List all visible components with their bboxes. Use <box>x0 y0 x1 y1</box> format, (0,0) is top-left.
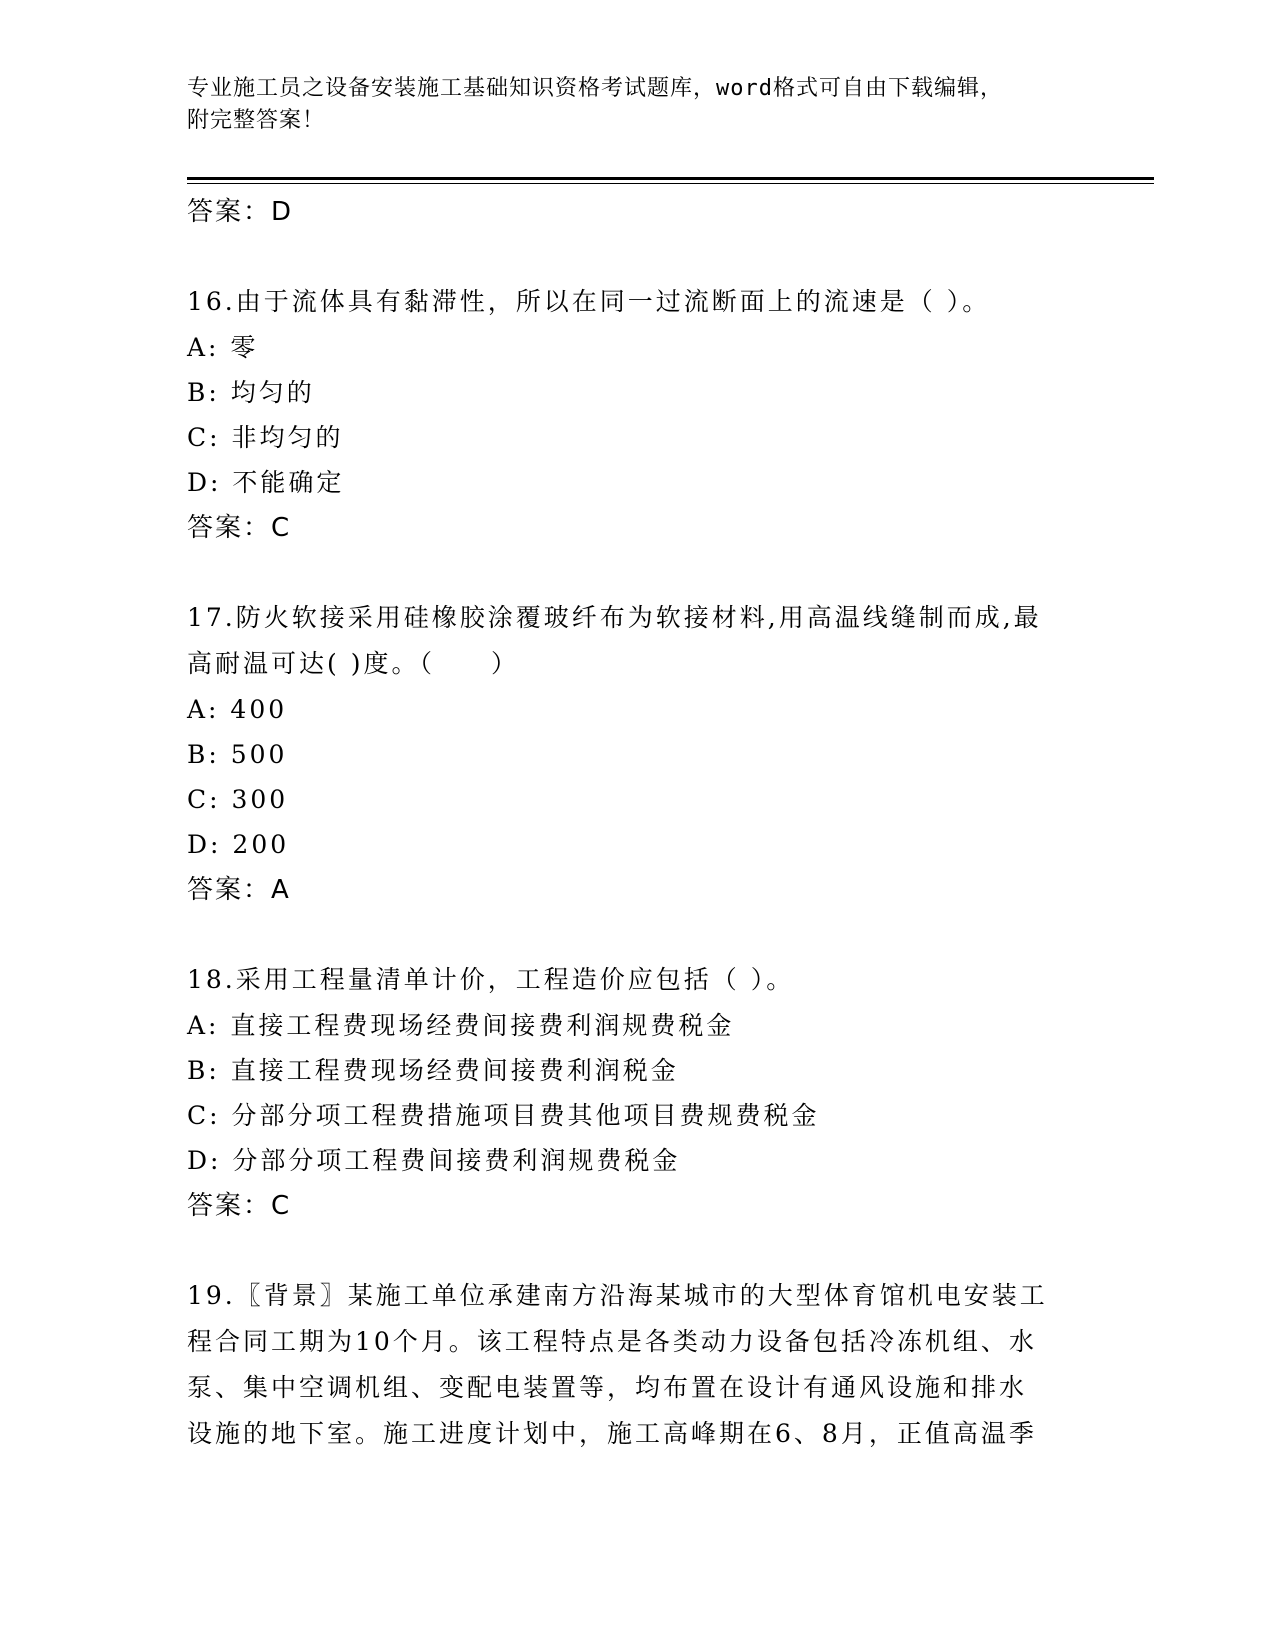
question-list <box>187 189 1077 1457</box>
header-rule-thin <box>187 183 1154 184</box>
question-text: 程合同工期为10个月。该工程特点是各类动力设备包括冷冻机组、水 <box>187 1327 1037 1356</box>
answer-line: 答案：D <box>187 197 294 227</box>
question-19 <box>187 1273 1077 1457</box>
option-b: B: 500 <box>187 740 288 769</box>
option-d: D: 不能确定 <box>187 468 345 497</box>
question-text: 18.采用工程量清单计价，工程造价应包括（ ）。 <box>187 965 795 994</box>
answer-line: 答案：C <box>187 1191 292 1221</box>
option-c: C: 分部分项工程费措施项目费其他项目费规费税金 <box>187 1101 820 1130</box>
option-c: C: 300 <box>187 785 289 814</box>
header-rule-thick <box>187 177 1154 180</box>
option-b: B: 直接工程费现场经费间接费利润税金 <box>187 1056 679 1085</box>
option-a: A: 零 <box>187 333 259 362</box>
option-d: D: 200 <box>187 830 290 859</box>
question-16 <box>187 279 1077 551</box>
question-text: 19.〖背景〗某施工单位承建南方沿海某城市的大型体育馆机电安装工 <box>187 1281 1048 1310</box>
question-17 <box>187 595 1077 913</box>
question-18 <box>187 957 1077 1229</box>
header-line-2: 附完整答案！ <box>187 108 326 133</box>
option-c: C: 非均匀的 <box>187 423 344 452</box>
answer-line: 答案：A <box>187 875 291 905</box>
question-text: 16.由于流体具有黏滞性，所以在同一过流断面上的流速是（ ）。 <box>187 287 991 316</box>
option-a: A: 400 <box>187 695 288 724</box>
option-d: D: 分部分项工程费间接费利润规费税金 <box>187 1146 681 1175</box>
question-text: 泵、集中空调机组、变配电装置等，均布置在设计有通风设施和排水 <box>187 1373 1028 1402</box>
answer-line: 答案：C <box>187 513 292 543</box>
question-text: 高耐温可达( )度。（ ） <box>187 649 519 678</box>
question-text: 17.防火软接采用硅橡胶涂覆玻纤布为软接材料,用高温线缝制而成,最 <box>187 603 1042 632</box>
option-a: A: 直接工程费现场经费间接费利润规费税金 <box>187 1011 735 1040</box>
option-b: B: 均匀的 <box>187 378 315 407</box>
question-text: 设施的地下室。施工进度计划中，施工高峰期在6、8月，正值高温季 <box>187 1419 1037 1448</box>
document-header <box>187 73 1077 137</box>
header-line-1: 专业施工员之设备安装施工基础知识资格考试题库，word格式可自由下载编辑， <box>187 76 1003 101</box>
